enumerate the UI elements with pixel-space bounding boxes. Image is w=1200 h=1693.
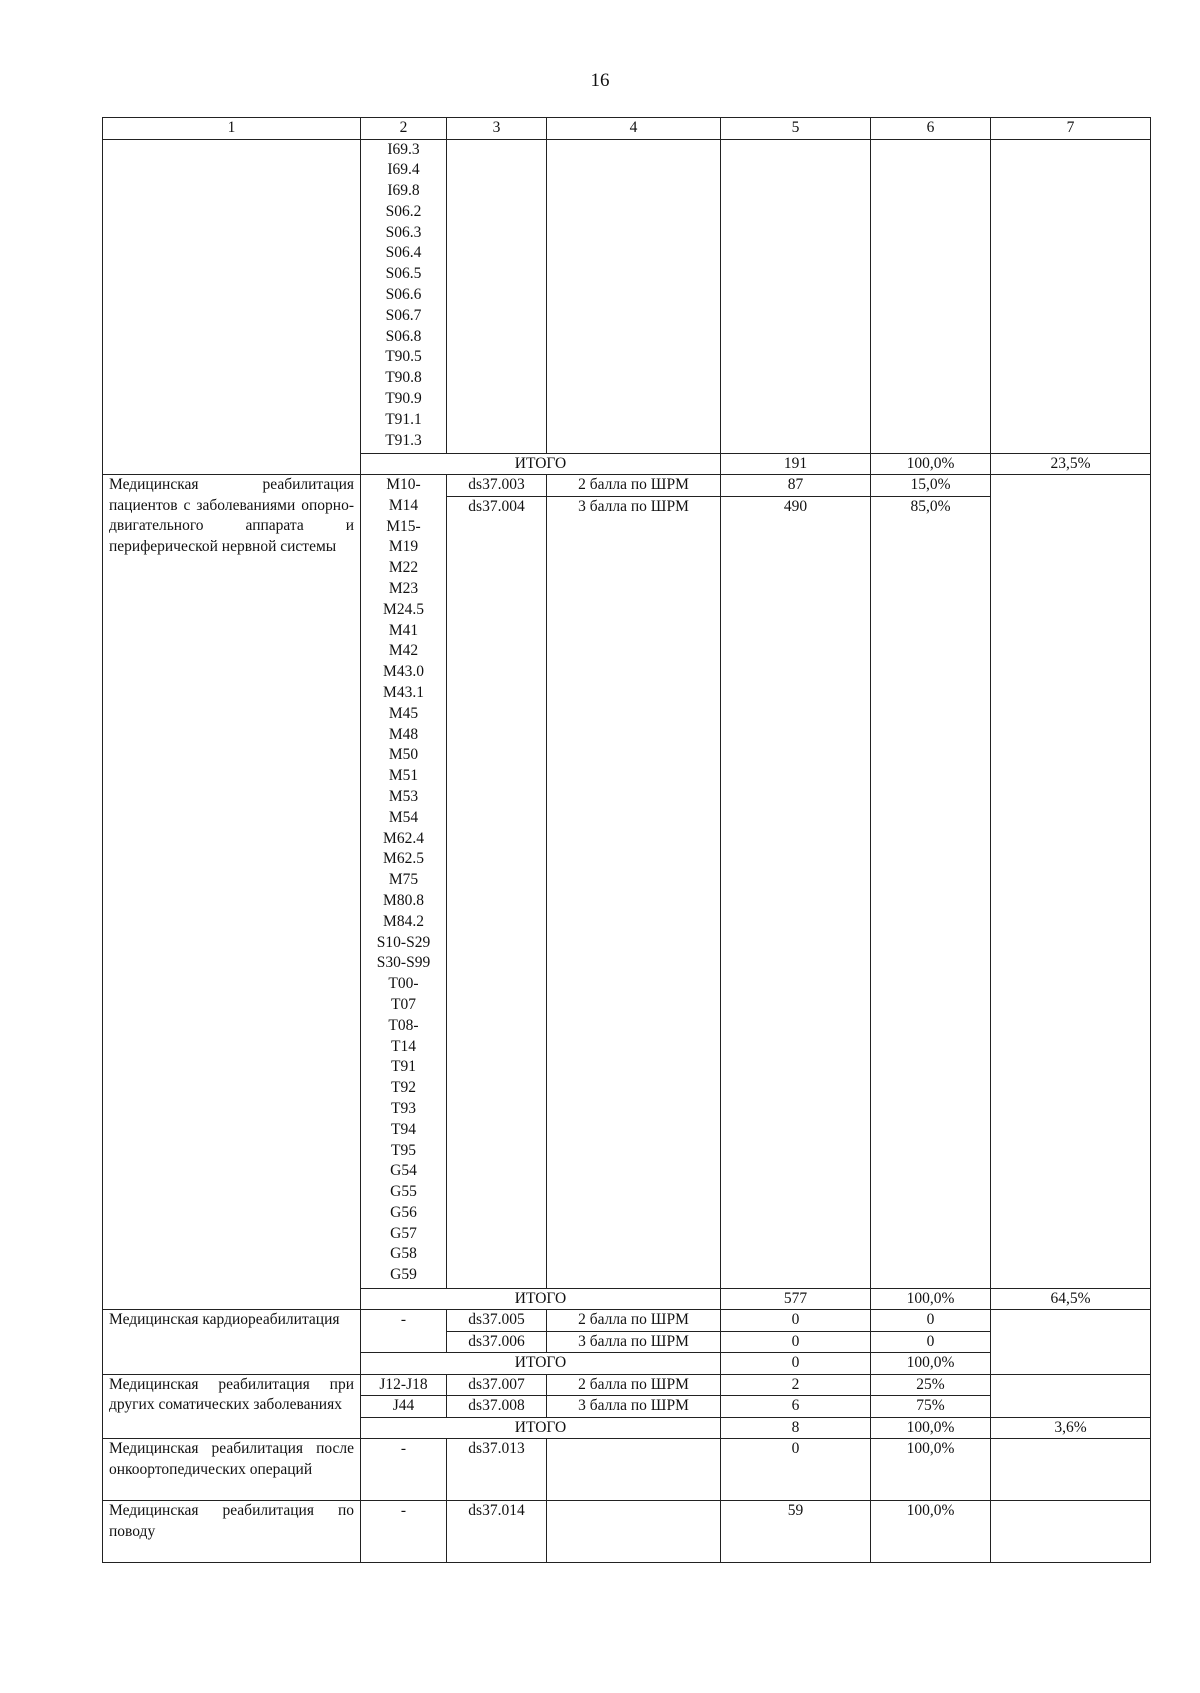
- section4-row-a: [103, 1374, 1151, 1396]
- case-count: 0: [721, 1310, 871, 1332]
- diagnosis-code: M14: [388, 496, 419, 514]
- diagnosis-code: S06.3: [385, 223, 422, 241]
- total-overall: 64,5%: [991, 1288, 1151, 1310]
- header-cell: 4: [547, 118, 721, 140]
- total-overall: 23,5%: [991, 453, 1151, 475]
- total-share: 100,0%: [871, 1417, 991, 1439]
- diagnosis-code: T90.8: [385, 369, 422, 387]
- diagnosis-code: M80.8: [383, 891, 424, 909]
- diagnosis-code: S06.5: [385, 265, 422, 283]
- total-count: 8: [721, 1417, 871, 1439]
- diagnosis-code: M22: [388, 559, 419, 577]
- criterion: 3 балла по ШРМ: [547, 1331, 721, 1353]
- diagnosis-code: T90.5: [385, 348, 422, 366]
- empty-cell: [721, 139, 871, 453]
- empty-cell: [547, 139, 721, 453]
- empty-cell: [991, 1439, 1151, 1501]
- total-count: 191: [721, 453, 871, 475]
- case-count: 0: [721, 1439, 871, 1501]
- section2-name: Медицинская реабилитация пациентов с заболеваниями опорно-двигательного аппарата и периферической нервной системы: [103, 475, 361, 1310]
- empty-cell: [871, 139, 991, 453]
- case-count: 0: [721, 1331, 871, 1353]
- diagnosis-code: M43.1: [383, 683, 424, 701]
- diagnosis-code: S06.7: [385, 306, 422, 324]
- section1-codes: [361, 139, 447, 453]
- page-number: 16: [590, 70, 610, 91]
- total-overall: 3,6%: [991, 1417, 1151, 1439]
- diagnosis-code: G56: [390, 1203, 417, 1221]
- diagnosis-code: T07: [391, 995, 416, 1013]
- diagnosis-code: T93: [391, 1099, 416, 1117]
- diagnosis-code: G58: [390, 1245, 417, 1263]
- ksg-code: ds37.006: [447, 1331, 547, 1353]
- diagnosis-code: S10-S29: [376, 933, 431, 951]
- ksg-code: ds37.007: [447, 1374, 547, 1396]
- total-count: 0: [721, 1353, 871, 1375]
- diagnosis-code: T91.1: [385, 410, 422, 428]
- case-share: 100,0%: [871, 1501, 991, 1563]
- diagnosis-code: S06.8: [385, 327, 422, 345]
- diagnosis-code: M54: [388, 808, 419, 826]
- diagnosis-code: G59: [390, 1266, 417, 1284]
- diagnosis-code: T91.3: [385, 431, 422, 449]
- diagnosis-code: G57: [390, 1224, 417, 1242]
- section6-row: [103, 1501, 1151, 1563]
- header-cell: 5: [721, 118, 871, 140]
- case-count: 59: [721, 1501, 871, 1563]
- ksg-code: ds37.003: [447, 475, 547, 497]
- diagnosis-code: M62.5: [383, 850, 424, 868]
- diagnosis-code: M51: [388, 767, 419, 785]
- rehabilitation-table: [102, 117, 1151, 1563]
- criterion: 3 балла по ШРМ: [547, 496, 721, 1288]
- diagnosis-code: T91: [391, 1058, 416, 1076]
- diagnosis-code: J12-J18: [361, 1374, 447, 1396]
- header-cell: 6: [871, 118, 991, 140]
- diagnosis-code: M62.4: [383, 829, 424, 847]
- diagnosis-code: M48: [388, 725, 419, 743]
- header-cell: 2: [361, 118, 447, 140]
- case-share: 100,0%: [871, 1439, 991, 1501]
- case-count: 490: [721, 496, 871, 1288]
- diagnosis-code: I69.3: [387, 140, 420, 158]
- total-share: 100,0%: [871, 1288, 991, 1310]
- section6-name: Медицинская реабилитация по поводу: [103, 1501, 361, 1563]
- section1-name-cell: [103, 139, 361, 475]
- total-label: ИТОГО: [361, 1288, 721, 1310]
- empty-cell: [991, 139, 1151, 453]
- case-share: 85,0%: [871, 496, 991, 1288]
- section5-row: [103, 1439, 1151, 1501]
- diagnosis-code: T92: [391, 1079, 416, 1097]
- empty-cell: [991, 1501, 1151, 1563]
- diagnosis-code: M10-: [386, 476, 421, 493]
- total-label: ИТОГО: [361, 1353, 721, 1375]
- section4-name: Медицинская реабилитация при других соматических заболеваниях: [103, 1374, 361, 1439]
- diagnosis-code: S30-S99: [376, 954, 431, 972]
- diagnosis-code: T90.9: [385, 390, 422, 408]
- empty-cell: [991, 1374, 1151, 1417]
- header-cell: 1: [103, 118, 361, 140]
- diagnosis-code: M43.0: [383, 663, 424, 681]
- diagnosis-code: M24.5: [383, 600, 424, 618]
- case-count: 6: [721, 1396, 871, 1418]
- diagnosis-code: -: [361, 1439, 447, 1501]
- total-label: ИТОГО: [361, 453, 721, 475]
- diagnosis-code: I69.8: [387, 182, 420, 200]
- criterion: 2 балла по ШРМ: [547, 475, 721, 497]
- case-count: 2: [721, 1374, 871, 1396]
- section1-row: [103, 139, 1151, 453]
- diagnosis-code: S06.4: [385, 244, 422, 262]
- diagnosis-code: T08-: [388, 1016, 419, 1034]
- case-share: 0: [871, 1310, 991, 1332]
- ksg-code: ds37.005: [447, 1310, 547, 1332]
- total-label: ИТОГО: [361, 1417, 721, 1439]
- diagnosis-code: S06.6: [385, 286, 422, 304]
- diagnosis-code: M15-: [386, 517, 421, 535]
- criterion: 3 балла по ШРМ: [547, 1396, 721, 1418]
- diagnosis-code: M23: [388, 579, 419, 597]
- diagnosis-code: M42: [388, 642, 419, 660]
- empty-cell: [547, 1501, 721, 1563]
- diagnosis-code: I69.4: [387, 161, 420, 179]
- diagnosis-code: G54: [390, 1162, 417, 1180]
- total-share: 100,0%: [871, 453, 991, 475]
- ksg-code: ds37.008: [447, 1396, 547, 1418]
- empty-cell: [991, 1310, 1151, 1375]
- case-count: 87: [721, 475, 871, 497]
- case-share: 15,0%: [871, 475, 991, 497]
- diagnosis-code: M50: [388, 746, 419, 764]
- diagnosis-code: T95: [391, 1141, 416, 1159]
- empty-cell: [991, 475, 1151, 1289]
- diagnosis-code: M84.2: [383, 912, 424, 930]
- diagnosis-code: M19: [388, 538, 419, 556]
- section5-name: Медицинская реабилитация после онкоортопедических операций: [103, 1439, 361, 1501]
- diagnosis-code: S06.2: [385, 202, 422, 220]
- diagnosis-code: -: [361, 1310, 447, 1353]
- ksg-code: ds37.004: [447, 496, 547, 1288]
- header-row: [103, 118, 1151, 140]
- criterion: 2 балла по ШРМ: [547, 1374, 721, 1396]
- diagnosis-code: -: [361, 1501, 447, 1563]
- case-share: 75%: [871, 1396, 991, 1418]
- total-count: 577: [721, 1288, 871, 1310]
- header-cell: 3: [447, 118, 547, 140]
- diagnosis-code: T00-: [388, 975, 419, 993]
- diagnosis-code: M53: [388, 787, 419, 805]
- diagnosis-code: T94: [391, 1120, 416, 1138]
- section3-name: Медицинская кардиореабилитация: [103, 1310, 361, 1375]
- diagnosis-code: M45: [388, 704, 419, 722]
- total-share: 100,0%: [871, 1353, 991, 1375]
- ksg-code: ds37.014: [447, 1501, 547, 1563]
- case-share: 0: [871, 1331, 991, 1353]
- ksg-code: ds37.013: [447, 1439, 547, 1501]
- section2-row-a: [103, 475, 1151, 497]
- diagnosis-code: T14: [391, 1037, 416, 1055]
- diagnosis-code: J44: [361, 1396, 447, 1418]
- diagnosis-code: M41: [388, 621, 419, 639]
- diagnosis-code: M75: [388, 871, 419, 889]
- case-share: 25%: [871, 1374, 991, 1396]
- empty-cell: [547, 1439, 721, 1501]
- section3-row-a: [103, 1310, 1151, 1332]
- empty-cell: [447, 139, 547, 453]
- section2-codes: [361, 475, 447, 1289]
- diagnosis-code: G55: [390, 1183, 417, 1201]
- header-cell: 7: [991, 118, 1151, 140]
- criterion: 2 балла по ШРМ: [547, 1310, 721, 1332]
